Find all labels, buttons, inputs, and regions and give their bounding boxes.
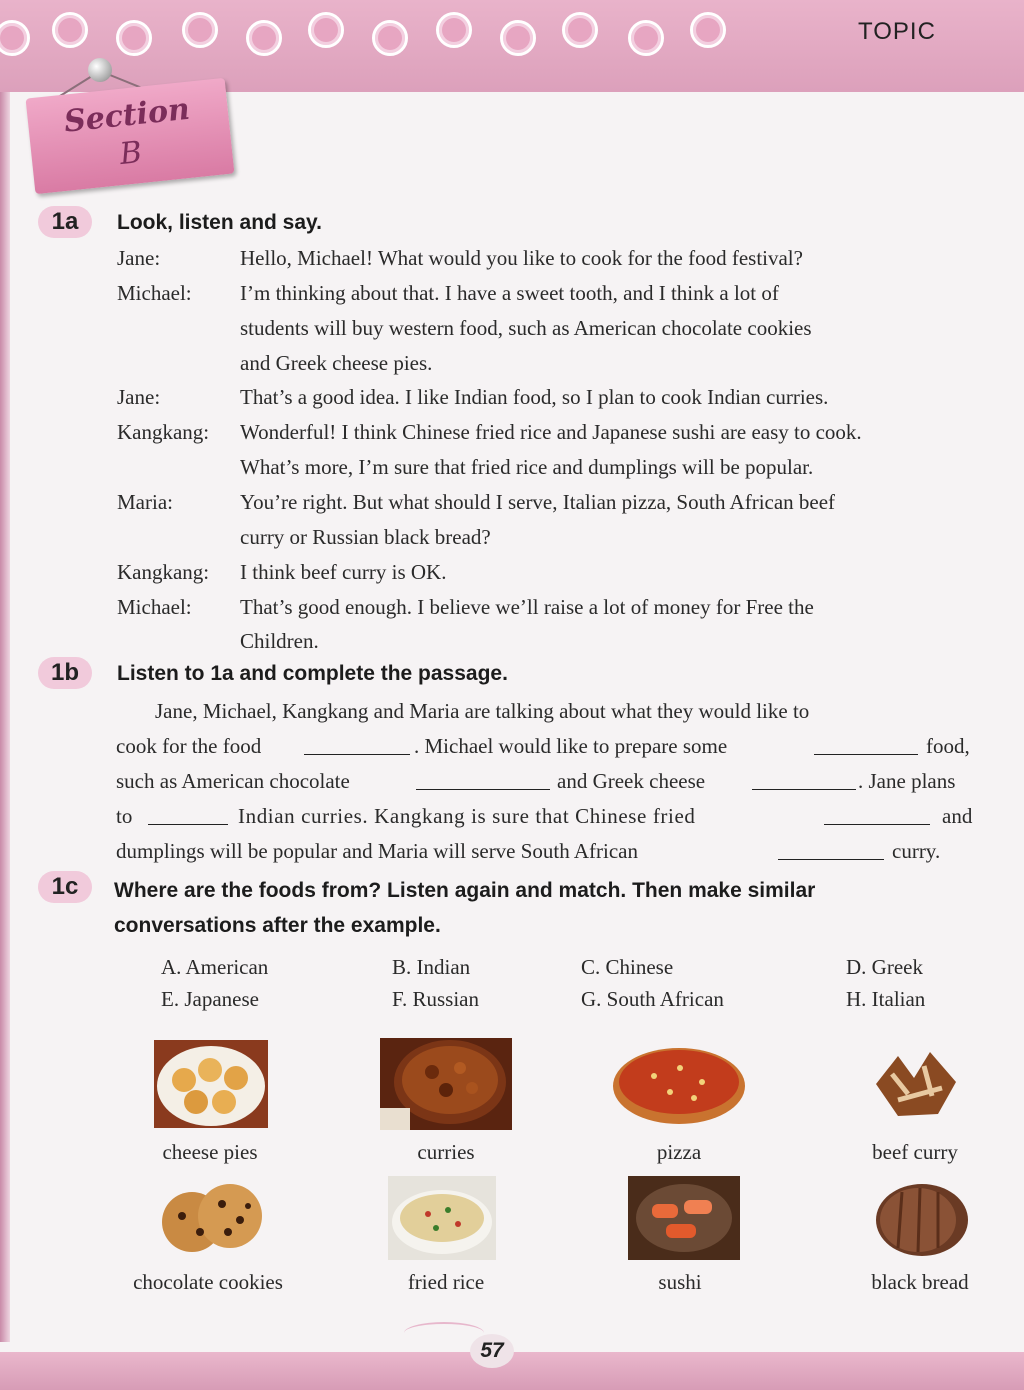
answer-blank[interactable]: [814, 754, 918, 755]
food-label: fried rice: [407, 1270, 485, 1294]
passage-text: and: [942, 804, 973, 828]
chocolate-cookies-image: [156, 1180, 268, 1258]
black-bread-image: [872, 1180, 972, 1260]
ring-decoration: [182, 12, 218, 48]
passage-text: Indian curries. Kangkang is sure that Chinese fried: [238, 804, 696, 828]
pizza-image: [610, 1038, 748, 1126]
answer-blank[interactable]: [148, 824, 228, 825]
passage-text: to: [116, 804, 133, 828]
dialogue-line: I think beef curry is OK.: [240, 560, 447, 584]
pin-icon: [88, 58, 112, 82]
speaker: Michael:: [117, 595, 192, 619]
ring-decoration: [116, 20, 152, 56]
speaker: Maria:: [117, 490, 173, 514]
section-sign-title: Section: [62, 91, 192, 140]
answer-blank[interactable]: [778, 859, 884, 860]
dialogue-line: That’s good enough. I believe we’ll raise a lot of money for Free the: [240, 595, 814, 619]
speaker: Michael:: [117, 281, 192, 305]
answer-blank[interactable]: [416, 789, 550, 790]
answer-blank[interactable]: [752, 789, 856, 790]
passage-text: and Greek cheese: [557, 769, 706, 793]
food-label: chocolate cookies: [133, 1270, 283, 1294]
answer-blank[interactable]: [304, 754, 410, 755]
exercise-1c-instruction-line: conversations after the example.: [114, 914, 441, 937]
country-option: G. South African: [581, 987, 724, 1011]
sushi-image: [628, 1176, 740, 1260]
exercise-1c-instruction: [114, 873, 994, 943]
dialogue-line: What’s more, I’m sure that fried rice and dumplings will be popular.: [240, 455, 814, 479]
ring-decoration: [690, 12, 726, 48]
beef-curry-image: [868, 1044, 964, 1122]
dialogue-line: That’s a good idea. I like Indian food, so I plan to cook Indian curries.: [240, 385, 829, 409]
dialogue-line: I’m thinking about that. I have a sweet tooth, and I think a lot of: [240, 281, 779, 305]
passage-text: cook for the food: [116, 734, 262, 758]
speaker: Jane:: [117, 246, 161, 270]
food-label: cheese pies: [162, 1140, 258, 1164]
dialogue-line: Wonderful! I think Chinese fried rice and Japanese sushi are easy to cook.: [240, 420, 862, 444]
ring-decoration: [52, 12, 88, 48]
country-option: C. Chinese: [581, 955, 674, 979]
country-option: E. Japanese: [161, 987, 259, 1011]
cheese-pies-image: [154, 1040, 268, 1128]
exercise-1b-instruction: Listen to 1a and complete the passage.: [117, 662, 508, 685]
dialogue-line: You’re right. But what should I serve, Italian pizza, South African beef: [240, 490, 836, 514]
exercise-number-1b: 1b: [38, 657, 92, 689]
curries-image: [380, 1038, 512, 1130]
country-option: H. Italian: [846, 987, 926, 1011]
dialogue-line: students will buy western food, such as American chocolate cookies: [240, 316, 812, 340]
dialogue-line: Children.: [240, 629, 319, 653]
country-option: F. Russian: [392, 987, 480, 1011]
food-label: curries: [417, 1140, 475, 1164]
ring-decoration: [372, 20, 408, 56]
food-label: sushi: [658, 1270, 702, 1294]
answer-blank[interactable]: [824, 824, 930, 825]
section-sign: [26, 78, 235, 194]
exercise-1a-instruction: Look, listen and say.: [117, 211, 322, 234]
ring-decoration: [628, 20, 664, 56]
ring-decoration: [562, 12, 598, 48]
exercise-number-1c: 1c: [38, 871, 92, 903]
passage-text: . Jane plans: [858, 769, 956, 793]
left-edge-band: [0, 92, 10, 1342]
speaker: Kangkang:: [117, 420, 210, 444]
passage-text: . Michael would like to prepare some: [414, 734, 728, 758]
ring-decoration: [436, 12, 472, 48]
dialogue-line: and Greek cheese pies.: [240, 351, 433, 375]
passage-text: dumplings will be popular and Maria will serve South African: [116, 839, 638, 863]
exercise-number-1a: 1a: [38, 206, 92, 238]
dialogue-line: Hello, Michael! What would you like to cook for the food festival?: [240, 246, 803, 270]
food-label: pizza: [656, 1140, 702, 1164]
topic-label: TOPIC: [858, 18, 936, 45]
ring-decoration: [308, 12, 344, 48]
country-option: B. Indian: [392, 955, 471, 979]
fried-rice-image: [388, 1176, 496, 1260]
country-option: D. Greek: [846, 955, 923, 979]
passage-text: Jane, Michael, Kangkang and Maria are talking about what they would like to: [155, 699, 810, 723]
dialogue-line: curry or Russian black bread?: [240, 525, 491, 549]
passage-text: such as American chocolate: [116, 769, 350, 793]
passage-text: food,: [926, 734, 970, 758]
ring-decoration: [500, 20, 536, 56]
section-sign-letter: B: [118, 134, 144, 173]
passage-text: curry.: [892, 839, 941, 863]
country-option: A. American: [161, 955, 269, 979]
food-label: beef curry: [872, 1140, 958, 1164]
speaker: Jane:: [117, 385, 161, 409]
food-label: black bread: [871, 1270, 969, 1294]
ring-decoration: [246, 20, 282, 56]
exercise-1c-instruction-line: Where are the foods from? Listen again and match. Then make similar: [114, 879, 816, 902]
page-number: 57: [470, 1334, 514, 1368]
speaker: Kangkang:: [117, 560, 210, 584]
page-number-ornament: [404, 1322, 484, 1344]
